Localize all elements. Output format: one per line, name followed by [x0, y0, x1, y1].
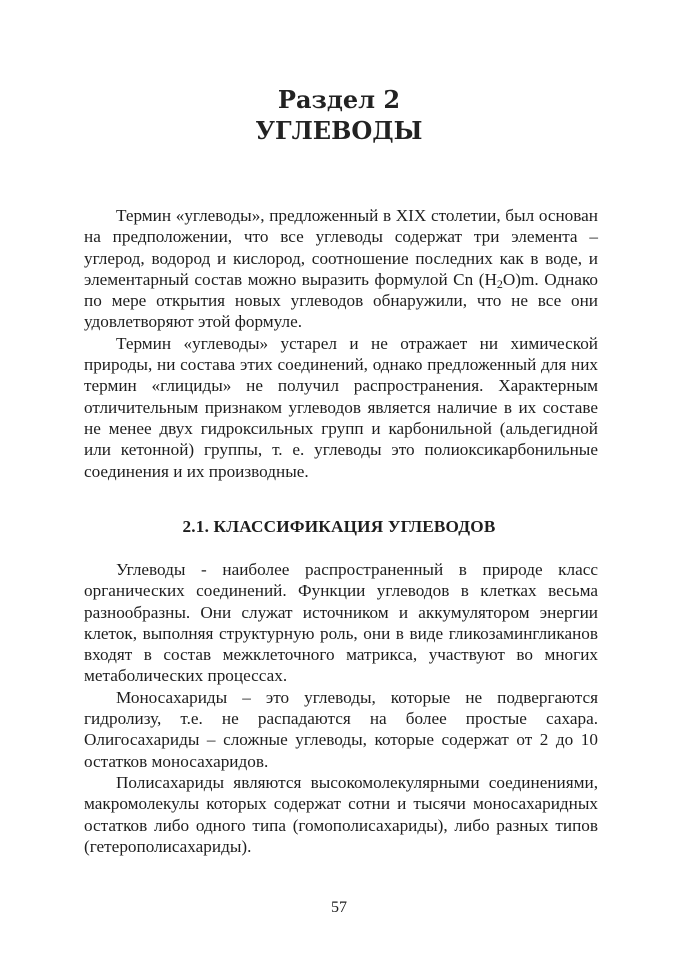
body-paragraph-2: Моносахариды – это углеводы, которые не подвергаются гидролизу, т.е. не распадаются на более простые сахара. Олигосахариды – сложные углеводы, которые содержат от 2 до 10 остатков моносахаридов. [84, 687, 598, 771]
body-text [84, 559, 598, 857]
formula-subscript: 2 [496, 276, 503, 291]
intro-paragraph-2: Термин «углеводы» устарел и не отражает ни химической природы, ни состава этих соединений, однако предложенный для них термин «глициды» не получил распространения. Характерным отличительным признаком углеводов является наличие в их составе не менее двух гидроксильных групп и карбонильной (альдегидной или кетонной) группы, т. е. углеводы это полиоксикарбонильные соединения и их производные. [84, 333, 598, 481]
intro-paragraph-1-tail: Однако по мере открытия новых углеводов обнаружили, что не все они удовлетворяют этой формуле. [84, 269, 599, 332]
body-paragraph-3: Полисахариды являются высокомолекулярными соединениями, макромолекулы которых содержат сотни и тысячи моносахаридных остатков либо одного типа (гомополисахариды), либо разных типов (гетерополисахариды). [84, 772, 598, 856]
section-label: Раздел 2 [277, 85, 401, 114]
intro-paragraph-1-text: Термин «углеводы», предложенный в XIX столетии, был основан на предположении, что все углеводы содержат три элемента – углерод, водород и кислород, соотношение последних как в воде, и элементарный состав можно выразить формулой [84, 206, 598, 289]
page-number: 57 [331, 899, 347, 916]
section-heading [0, 84, 678, 146]
subsection-title: 2.1. КЛАССИФИКАЦИЯ УГЛЕВОДОВ [182, 517, 496, 536]
intro-paragraph-1 [84, 205, 598, 333]
formula [453, 270, 539, 289]
intro-text [84, 205, 598, 482]
formula-part-2: O)m. [502, 269, 539, 289]
body-paragraph-1: Углеводы - наиболее распространенный в природе класс органических соединений. Функции углеводов в клетках весьма разнообразны. Они служат источником и аккумулятором энергии клеток, выполняя структурную роль, они в виде гликозамингликанов входят в состав межклеточного матрикса, участвуют во многих метаболических процессах. [84, 560, 598, 686]
section-title: УГЛЕВОДЫ [255, 116, 423, 145]
formula-part-1: Cn (H [453, 269, 497, 289]
